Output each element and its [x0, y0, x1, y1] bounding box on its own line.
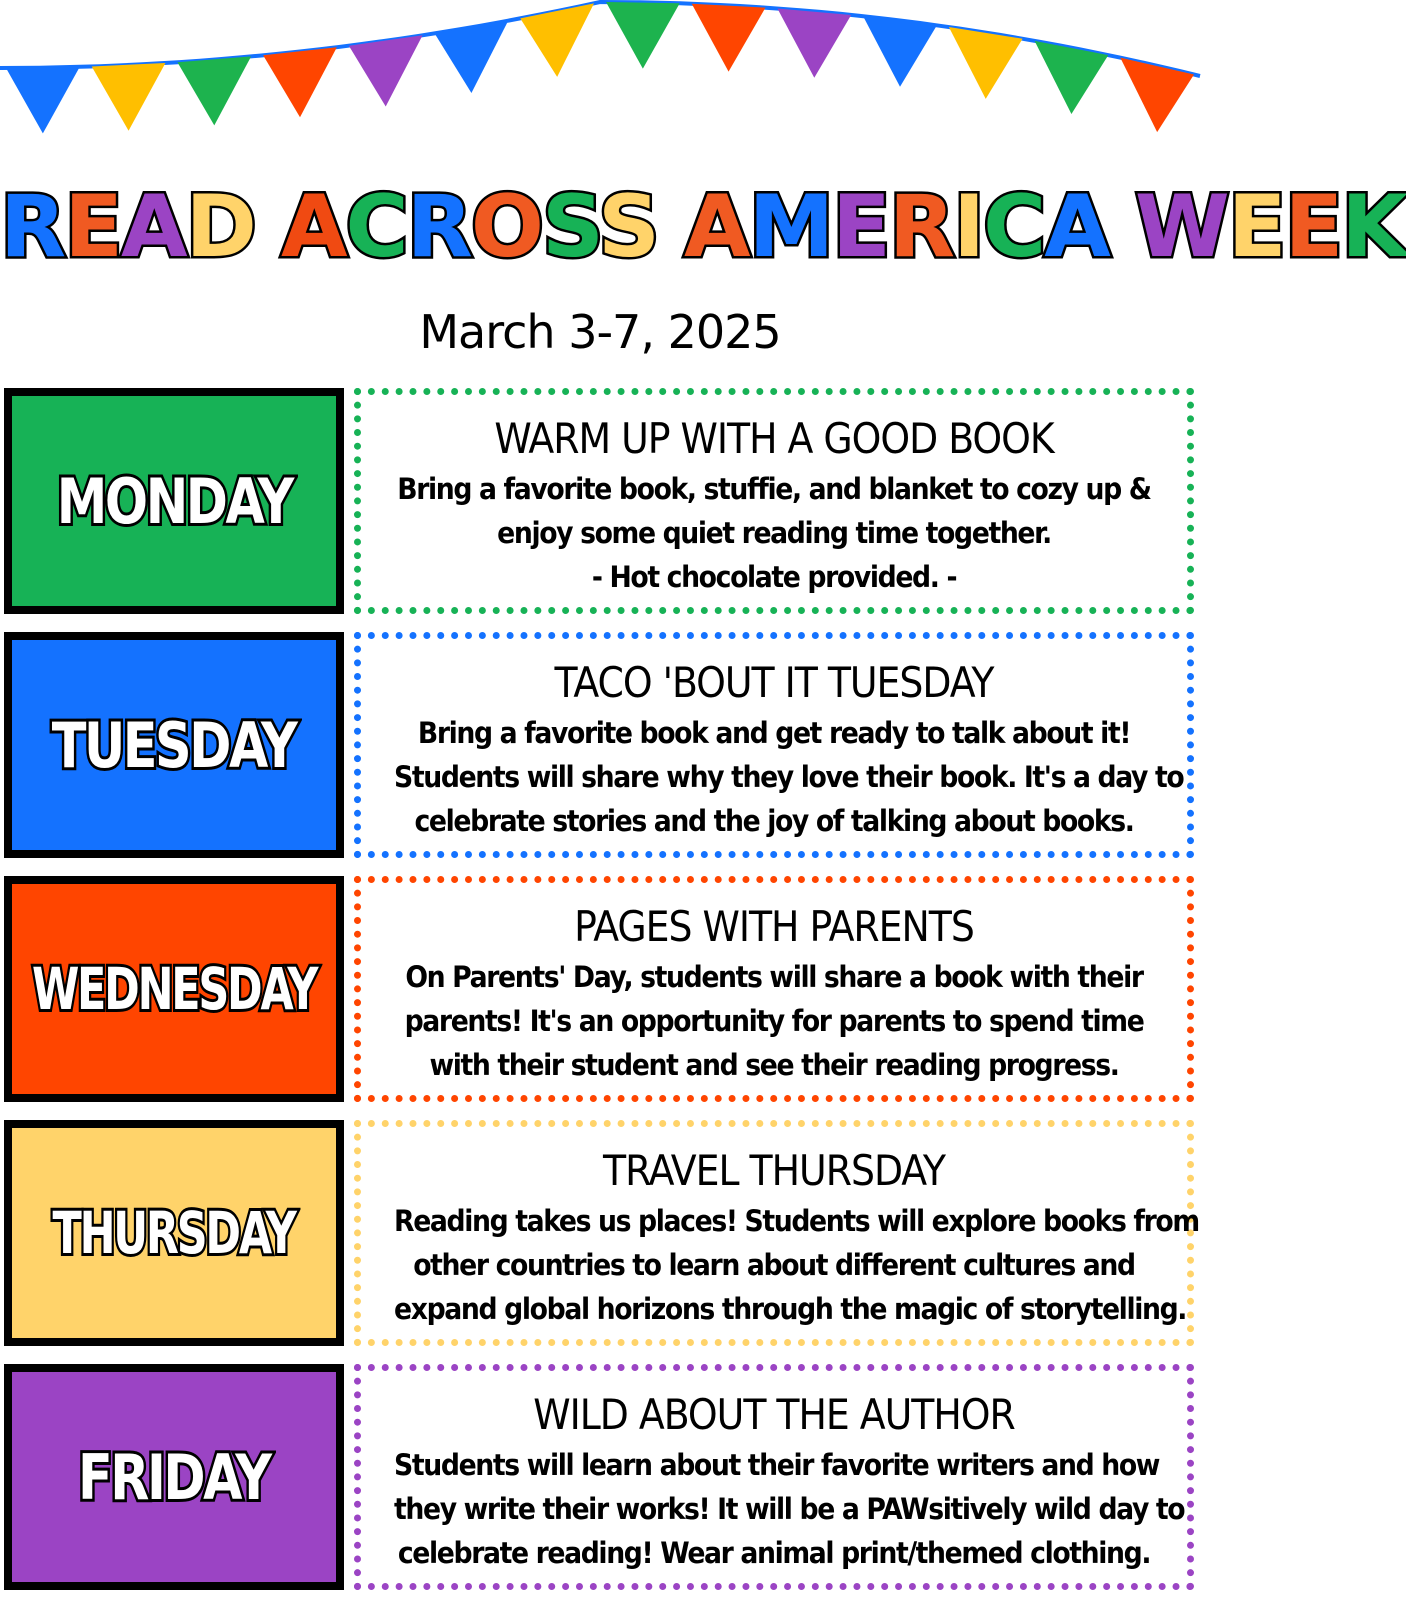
event-title: WILD ABOUT THE AUTHOR [533, 1390, 1015, 1439]
title-letter: D [185, 177, 255, 277]
day-row-monday [0, 388, 1200, 618]
day-row-tuesday [0, 632, 1200, 862]
event-title: TACO 'BOUT IT TUESDAY [554, 658, 994, 707]
title-letter: R [406, 177, 471, 277]
title-letter: K [1341, 177, 1406, 277]
description-line: Bring a favorite book, stuffie, and blanket to cozy up & [397, 472, 1151, 506]
title-letter: A [120, 177, 186, 277]
event-card [354, 388, 1194, 614]
event-card [354, 1364, 1194, 1590]
bunting-decoration [0, 0, 1200, 150]
title-letter: A [1044, 177, 1109, 277]
title-letter: W [1134, 177, 1228, 277]
bunting-flag [263, 47, 337, 117]
day-row-wednesday [0, 876, 1200, 1106]
description-line: parents! It's an opportunity for parents to spend time [404, 1004, 1144, 1038]
bunting-flag [692, 4, 766, 72]
title-letter: M [748, 177, 833, 277]
day-name: FRIDAY [78, 1440, 270, 1514]
title-letter [255, 165, 281, 290]
description-line: with their student and see their reading progress. [429, 1048, 1119, 1082]
title-letter: C [983, 177, 1045, 277]
event-description [361, 467, 1187, 599]
day-name: WEDNESDAY [31, 955, 317, 1023]
title-letter: S [598, 177, 658, 277]
bunting-flag [1120, 58, 1194, 132]
day-label-box [4, 1120, 344, 1346]
event-title: PAGES WITH PARENTS [574, 902, 974, 951]
title-letter: E [1284, 177, 1342, 277]
description-line: Reading takes us places! Students will explore books from [394, 1204, 1199, 1238]
title-letter: E [64, 177, 121, 277]
title-letter: C [345, 177, 407, 277]
description-line: Students will learn about their favorite writers and how [394, 1448, 1160, 1482]
event-description [361, 1443, 1187, 1575]
description-line: celebrate stories and the joy of talking about books. [414, 804, 1134, 838]
day-row-friday [0, 1364, 1200, 1594]
description-line: other countries to learn about different cultures and [413, 1248, 1135, 1282]
title-letter [658, 165, 684, 290]
bunting-flag [435, 21, 509, 93]
description-line: enjoy some quiet reading time together. [497, 516, 1051, 550]
event-card [354, 876, 1194, 1102]
day-label-box [4, 632, 344, 858]
event-card [354, 632, 1194, 858]
bunting-flag [6, 67, 80, 134]
title-letter: R [888, 177, 954, 277]
description-line: celebrate reading! Wear animal print/themed clothing. [397, 1536, 1151, 1570]
event-date: March 3-7, 2025 [419, 305, 781, 359]
title-letter: A [684, 177, 749, 277]
day-name: TUESDAY [52, 708, 296, 782]
day-name: MONDAY [56, 464, 292, 538]
title-letter: S [541, 177, 599, 277]
bunting-flag [177, 56, 251, 125]
bunting-flag [349, 35, 423, 106]
day-name: THURSDAY [52, 1199, 296, 1267]
bunting-flag [92, 63, 166, 131]
event-title: WARM UP WITH A GOOD BOOK [494, 414, 1054, 463]
description-line: On Parents' Day, students will share a book with their [405, 960, 1143, 994]
event-title: TRAVEL THURSDAY [603, 1146, 945, 1195]
title-letter: E [1227, 177, 1285, 277]
description-line: Bring a favorite book and get ready to talk about it! [417, 716, 1131, 750]
description-line: expand global horizons through the magic of storytelling. [394, 1292, 1187, 1326]
day-label-box [4, 876, 344, 1102]
event-card [354, 1120, 1199, 1346]
day-row-thursday [0, 1120, 1200, 1350]
bunting-flag [777, 8, 851, 77]
title-letter: R [0, 177, 65, 277]
day-label-box [4, 388, 344, 614]
event-description [361, 955, 1187, 1087]
title-letter: I [953, 177, 984, 277]
title-letter: O [470, 177, 542, 277]
description-line: - Hot chocolate provided. - [591, 560, 957, 594]
bunting-flag [606, 2, 680, 69]
description-line: Students will share why they love their book. It's a day to [394, 760, 1184, 794]
event-description [361, 1199, 1199, 1331]
title-letter [1109, 165, 1135, 290]
description-line: they write their works! It will be a PAWsitively wild day to [394, 1492, 1185, 1526]
day-label-box [4, 1364, 344, 1590]
bunting-flag [863, 16, 937, 87]
title-letter: A [280, 177, 346, 277]
page-title [0, 165, 1406, 290]
event-description [361, 711, 1187, 843]
bunting-flag [949, 27, 1023, 99]
title-letter: E [832, 177, 889, 277]
